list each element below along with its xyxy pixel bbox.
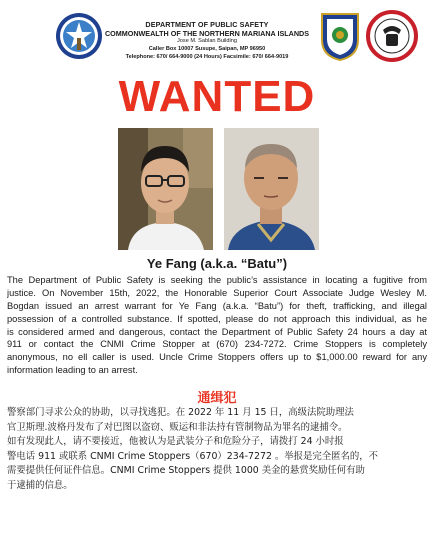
chinese-title: 通缉犯 [197,391,237,406]
notice-line: information leading to an arrest. [7,365,138,376]
department-name: DEPARTMENT OF PUBLIC SAFETY [145,20,269,29]
building-name: Jose M. Sablan Building [176,38,237,44]
seal-icon [55,12,103,60]
crime-stoppers-logo-icon [366,10,418,62]
notice-line: is considered armed and dangerous, contact the Department of Public Safety 24 hours a day at [7,326,427,337]
suspect-photo-glasses [118,128,213,250]
notice-line: 官卫斯理.波格丹发布了对巴图以盗窃、贩运和非法持有管制物品为罪名的逮捕令。 [7,421,348,433]
english-notice [7,274,427,377]
notice-line: 需要提供任何证件信息。CNMI Crime Stoppers 提供 1000 美金的悬赏奖励任何有助 [7,465,365,477]
wanted-banner: WANTED [118,72,316,121]
chinese-notice [7,406,427,494]
notice-line: possession of a controlled substance. If spotted, please do not approach this individual, as he [7,313,427,324]
notice-line: 于逮捕的信息。 [7,479,73,491]
notice-line: 警电话 911 或联系 CNMI Crime Stoppers（670）234-7272 。举报是完全匿名的，不 [7,450,379,462]
notice-line: anonymous, no ell caller is used. Uncle Crime Stoppers offers up to $1,000.00 reward for any [7,352,427,363]
notice-line: 警察部门寻求公众的协助，以寻找逃犯。在 2022 年 11 月 15 日，高级法院助理法 [7,407,354,418]
notice-line: Bogdan issued an arrest warrant for Ye Fang (a.k.a. “Batu”) for theft, trafficking, and illegal [7,300,427,311]
notice-line: justice. On November 15th, 2022, the Honorable Superior Court Associate Judge Wesley M. [7,287,427,298]
notice-line: The Department of Public Safety is seeking the public’s assistance in locating a fugitive from [7,275,427,285]
police-badge-icon [318,10,362,62]
suspect-photo-booking [224,128,319,250]
mailing-address: Caller Box 10007 Susupe, Saipan, MP 96950 [148,46,266,52]
notice-line: 911 or contact the CNMI Crime Stopper at (670) 234-7272. Crime Stoppers is completely [7,339,427,350]
notice-line: 如有发现此人，请不要接近，他被认为是武装分子和危险分子，请拨打 24 小时报 [7,436,344,448]
government-name: COMMONWEALTH OF THE NORTHERN MARIANA ISLANDS [104,29,310,38]
fugitive-name: Ye Fang (a.k.a. “Batu”) [146,256,288,271]
contact-numbers: Telephone: 670/ 664-9000 (24 Hours) Facsimile: 670/ 664-9019 [125,54,289,60]
